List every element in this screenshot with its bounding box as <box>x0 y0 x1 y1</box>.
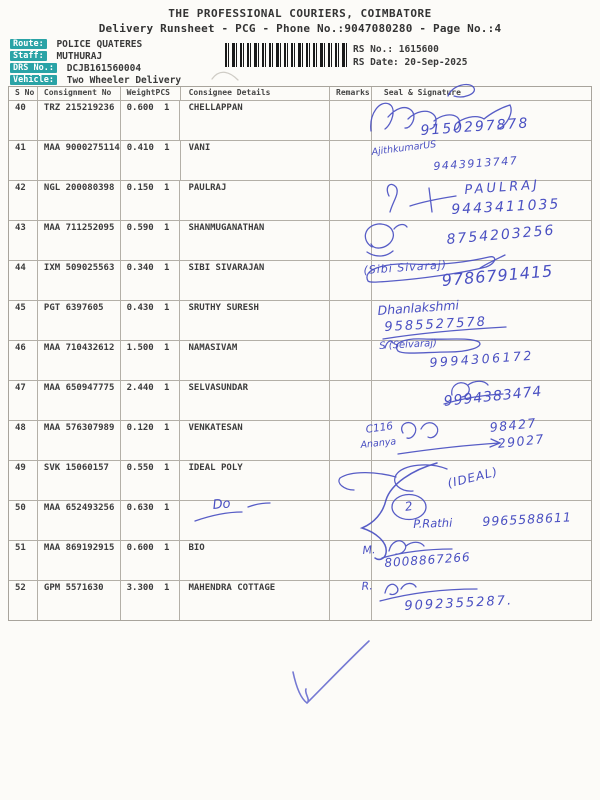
table-row <box>9 260 591 300</box>
route-label-highlight: Route: <box>10 39 47 49</box>
cell-sno: 40 <box>9 101 38 140</box>
cell-signature <box>372 461 591 500</box>
cell-remarks <box>330 101 372 140</box>
cell-sno: 47 <box>9 381 38 420</box>
meta-staff <box>10 51 181 63</box>
cell-consignee: BIO <box>180 541 329 580</box>
cell-consignee: SELVASUNDAR <box>180 381 329 420</box>
cell-weight-pcs: 0.600 1 <box>121 541 181 580</box>
handwritten-name-row42: PAULRAJ <box>464 177 541 198</box>
cell-sno: 44 <box>9 261 38 300</box>
handwritten-name-row50: (IDEAL) <box>446 464 500 491</box>
cell-remarks <box>330 341 372 380</box>
cell-weight-pcs: 0.430 1 <box>121 301 181 340</box>
table-row <box>9 337 591 380</box>
cell-sno: 41 <box>9 141 38 180</box>
handwritten-name-row44: (Sibi Sivaraj) <box>363 258 448 277</box>
cell-consignment: MAA 711252095 <box>38 221 121 260</box>
route-value: POLICE QUATERES <box>56 39 143 50</box>
handwritten-phone-row42: 9443411035 <box>451 196 561 218</box>
cell-sno: 49 <box>9 461 38 500</box>
table-row <box>9 177 591 220</box>
staff-label-highlight: Staff: <box>10 51 47 61</box>
handwritten-circled-number-row50: 2 <box>404 498 414 514</box>
cell-consignee: SHANMUGANATHAN <box>180 221 329 260</box>
vehicle-label-highlight: Vehicle: <box>10 75 57 85</box>
cell-sno: 45 <box>9 301 38 340</box>
runsheet-table <box>8 86 592 621</box>
handwritten-ditto-row50: Do <box>212 496 232 513</box>
cell-consignee: VANI <box>181 141 330 180</box>
staff-value: MUTHURAJ <box>56 51 103 62</box>
cell-remarks <box>330 381 372 420</box>
cell-signature <box>372 381 591 420</box>
cell-sno: 42 <box>9 181 38 220</box>
cell-remarks <box>330 181 372 220</box>
runsheet-meta <box>10 39 181 87</box>
handwritten-phone-row46: 9994306172 <box>429 347 535 370</box>
cell-weight-pcs: 1.500 1 <box>121 341 181 380</box>
cell-consignee <box>180 501 329 540</box>
cell-consignee: SRUTHY SURESH <box>180 301 329 340</box>
cell-consignment: MAA 650947775 <box>38 381 121 420</box>
cell-consignment: SVK 15060157 <box>38 461 121 500</box>
checkmark-ink-stroke <box>293 641 369 703</box>
handwritten-name-row48: Ananya <box>360 436 397 451</box>
handwritten-phone-row41: 9443913747 <box>433 154 519 173</box>
cell-consignee: NAMASIVAM <box>180 341 329 380</box>
barcode-icon <box>225 43 347 67</box>
cell-weight-pcs: 0.590 1 <box>121 221 181 260</box>
cell-weight-pcs: 0.600 1 <box>121 101 181 140</box>
cell-weight-pcs: 0.120 1 <box>121 421 181 460</box>
col-header-consignee: Consignee Details <box>181 87 330 100</box>
handwritten-name-row45: Dhanlakshmi <box>377 297 460 318</box>
handwritten-phone-row51: 8008867266 <box>384 549 472 570</box>
meta-drs-no <box>10 63 181 75</box>
col-header-sno: S No <box>9 87 38 100</box>
cell-weight-pcs: 0.630 1 <box>121 501 181 540</box>
cell-signature <box>372 541 591 580</box>
handwritten-initial-row51: M. <box>362 543 376 557</box>
table-row <box>9 580 591 620</box>
cell-signature <box>372 581 591 620</box>
cell-sno: 46 <box>9 341 38 380</box>
handwritten-phone-row43: 8754203256 <box>446 222 557 248</box>
meta-route <box>10 39 181 51</box>
cell-weight-pcs: 0.340 1 <box>121 261 181 300</box>
drs-value: DCJB161560004 <box>66 63 142 74</box>
cell-signature <box>372 221 591 260</box>
cell-consignment: IXM 509025563 <box>38 261 121 300</box>
col-header-consignment: Consignment No <box>38 87 121 100</box>
cell-remarks <box>330 301 372 340</box>
cell-consignment: MAA 652493256 <box>38 501 121 540</box>
table-row <box>9 420 591 460</box>
cell-sno: 52 <box>9 581 38 620</box>
cell-remarks <box>330 421 372 460</box>
cell-remarks <box>330 501 372 540</box>
scan-smudge <box>212 72 238 80</box>
page-subtitle: Delivery Runsheet - PCG - Phone No.:9047080280 - Page No.:4 <box>98 22 502 35</box>
handwritten-note-row48: C116 <box>365 420 394 436</box>
cell-consignment: TRZ 215219236 <box>38 101 121 140</box>
rs-date-line: RS Date: 20-Sep-2025 <box>353 56 468 68</box>
cell-signature <box>372 101 591 140</box>
col-header-remarks: Remarks <box>330 87 372 100</box>
rs-info <box>353 44 467 69</box>
table-row <box>9 540 591 580</box>
cell-consignee: VENKATESAN <box>180 421 329 460</box>
cell-sno: 51 <box>9 541 38 580</box>
cell-consignee: PAULRAJ <box>180 181 329 220</box>
handwritten-phone-row45: 9585527578 <box>384 314 488 335</box>
cell-weight-pcs: 2.440 1 <box>121 381 181 420</box>
cell-weight-pcs: 0.410 1 <box>121 141 181 180</box>
cell-consignment: MAA 710432612 <box>38 341 121 380</box>
cell-consignment: MAA 9000275114 <box>38 141 121 180</box>
cell-consignee: IDEAL POLY <box>180 461 329 500</box>
table-row <box>9 220 591 260</box>
cell-remarks <box>330 221 372 260</box>
cell-weight-pcs: 3.300 1 <box>121 581 181 620</box>
cell-consignee: SIBI SIVARAJAN <box>180 261 329 300</box>
cell-consignment: NGL 200080398 <box>38 181 121 220</box>
table-row <box>9 380 591 420</box>
handwritten-phone1-row48: 98427 <box>489 415 538 435</box>
table-row <box>9 100 591 140</box>
cell-signature <box>372 181 591 220</box>
cell-signature <box>372 498 591 540</box>
cell-weight-pcs: 0.550 1 <box>121 461 181 500</box>
handwritten-phone-row52: 9092355287. <box>404 593 514 614</box>
col-header-weight-pcs: Weight PCS <box>121 87 181 100</box>
cell-remarks <box>330 581 372 620</box>
page-title: THE PROFESSIONAL COURIERS, COIMBATORE <box>168 7 432 20</box>
cell-sno: 43 <box>9 221 38 260</box>
cell-consignee: MAHENDRA COTTAGE <box>180 581 329 620</box>
table-header-row <box>9 87 591 100</box>
cell-sno: 48 <box>9 421 38 460</box>
cell-sno: 50 <box>9 501 38 540</box>
cell-signature <box>372 141 591 180</box>
handwritten-name-row41: AjithkumarUS <box>371 139 437 158</box>
drs-label-highlight: DRS No.: <box>10 63 57 73</box>
table-row <box>9 300 591 340</box>
cell-signature <box>372 261 591 300</box>
cell-consignee: CHELLAPPAN <box>180 101 329 140</box>
cell-consignment: MAA 869192915 <box>38 541 121 580</box>
handwritten-phone-row44: 9786791415 <box>441 261 555 290</box>
table-row <box>9 460 591 500</box>
cell-weight-pcs: 0.150 1 <box>121 181 181 220</box>
handwritten-name2-row50: P.Rathi <box>413 515 453 531</box>
handwritten-name-row46: S (Selvaraj) <box>379 337 438 352</box>
cell-consignment: MAA 576307989 <box>38 421 121 460</box>
cell-signature <box>372 421 591 460</box>
handwritten-phone2-row48: 29027 <box>497 431 546 451</box>
handwritten-initial-row52: R. <box>361 579 374 593</box>
cell-remarks <box>330 461 372 500</box>
rs-no-line: RS No.: 1615600 <box>353 44 439 55</box>
cell-remarks <box>330 141 372 180</box>
handwritten-phone-row50: 9965588611 <box>482 509 573 529</box>
handwritten-phone-row40: 9150297878 <box>420 115 530 139</box>
cell-signature <box>372 301 591 340</box>
table-row <box>9 500 591 540</box>
table-row <box>9 140 591 180</box>
cell-consignment: GPM 5571630 <box>38 581 121 620</box>
handwritten-phone-row47: 9994383474 <box>443 383 544 410</box>
cell-remarks <box>330 261 372 300</box>
cell-remarks <box>330 541 372 580</box>
cell-consignment: PGT 6397605 <box>38 301 121 340</box>
col-header-signature: Seal & Signature <box>383 88 461 97</box>
vehicle-value: Two Wheeler Delivery <box>66 75 182 86</box>
cell-signature <box>372 341 591 380</box>
